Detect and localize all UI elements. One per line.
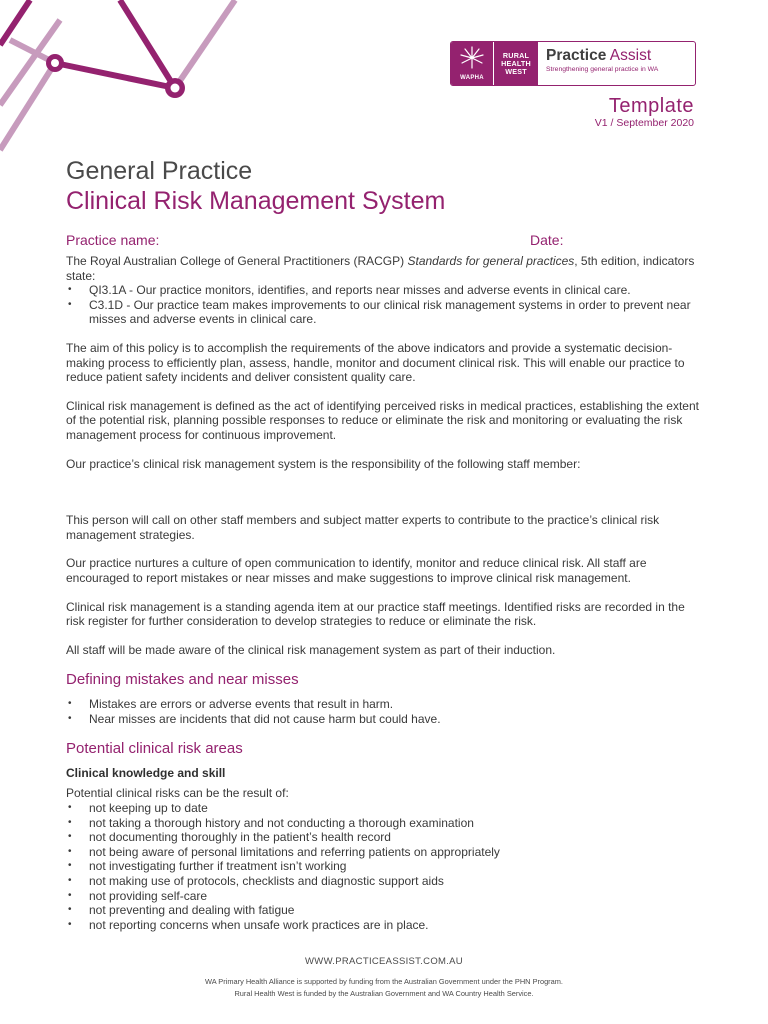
intro-text-before: The Royal Australian College of General Practitioners (RACGP) bbox=[66, 254, 408, 268]
title-line-2: Clinical Risk Management System bbox=[66, 187, 446, 215]
document-body bbox=[66, 156, 706, 932]
rhw-line-1: RURAL bbox=[502, 50, 530, 60]
title-line-1: General Practice bbox=[66, 157, 253, 185]
date-field[interactable]: Date: bbox=[530, 232, 564, 248]
footer-funding-note-1: WA Primary Health Alliance is supported by funding from the Australian Government under the PHN Program. bbox=[205, 977, 563, 986]
list-item: • C3.1D - Our practice team makes improvements to our clinical risk management systems in order to prevent near misses and adverse events in clinical care. bbox=[66, 298, 706, 327]
template-label: Template bbox=[608, 95, 694, 117]
defining-list bbox=[66, 697, 706, 726]
corner-network-graphic bbox=[0, 0, 240, 170]
indicators-list bbox=[66, 283, 706, 327]
list-item: • not investigating further if treatment isn’t working bbox=[66, 859, 706, 874]
induction-paragraph: All staff will be made aware of the clinical risk management system as part of their induction. bbox=[66, 642, 556, 657]
rhw-line-2: HEALTH bbox=[501, 58, 531, 68]
potential-heading: Potential clinical risk areas bbox=[66, 740, 243, 758]
definition-paragraph: Clinical risk management is defined as the act of identifying perceived risks in medical practices, establishing the extent of the potential risk, planning possible responses to reduce or eliminate the risk and monitoring or evaluating the risk management process for continuous improvement. bbox=[66, 398, 699, 442]
intro-paragraph bbox=[66, 254, 706, 283]
rhw-line-3: WEST bbox=[505, 66, 527, 76]
call-on-paragraph: This person will call on other staff members and subject matter experts to contribute to the practice’s clinical risk management strategies. bbox=[66, 513, 660, 542]
list-item: • not reporting concerns when unsafe work practices are in place. bbox=[66, 918, 706, 933]
wapha-logo bbox=[451, 42, 493, 85]
list-item: • not preventing and dealing with fatigue bbox=[66, 903, 706, 918]
footer-funding-note-2: Rural Health West is funded by the Australian Government and WA Country Health Service. bbox=[234, 989, 534, 998]
version-label: V1 / September 2020 bbox=[594, 117, 694, 129]
list-item: • not keeping up to date bbox=[66, 801, 706, 816]
list-item: • QI3.1A - Our practice monitors, identifies, and reports near misses and adverse events in clinical care. bbox=[66, 283, 706, 298]
agenda-paragraph: Clinical risk management is a standing agenda item at our practice staff meetings. Identified risks are recorded in the risk register for further consideration to develop strategies to reduce or eliminate the risk. bbox=[66, 599, 685, 629]
pa-light-text: Assist bbox=[609, 47, 652, 64]
rural-health-west-logo bbox=[493, 42, 538, 85]
list-item: • not taking a thorough history and not conducting a thorough examination bbox=[66, 816, 706, 831]
aim-paragraph: The aim of this policy is to accomplish the requirements of the above indicators and provide a systematic decision-making process to efficiently plan, assess, handle, monitor and document clinical risk. This will enable our practice to reduce patient safety incidents and deliver consistent quality care. bbox=[66, 340, 685, 385]
clinical-knowledge-subheading: Clinical knowledge and skill bbox=[66, 766, 226, 781]
pa-bold-text: Practice bbox=[546, 47, 607, 64]
potential-risks-list bbox=[66, 801, 706, 932]
intro-standards-title: Standards for general practices bbox=[407, 254, 575, 268]
practice-assist-logo bbox=[450, 41, 696, 86]
list-item: • not being aware of personal limitations and referring patients on appropriately bbox=[66, 845, 706, 860]
practice-assist-wordmark bbox=[538, 42, 695, 85]
culture-paragraph: Our practice nurtures a culture of open communication to identify, monitor and reduce clinical risk. All staff are encouraged to report mistakes or near misses and make suggestions to improve clinical risk management. bbox=[66, 556, 647, 585]
defining-heading: Defining mistakes and near misses bbox=[66, 671, 299, 689]
potential-lead: Potential clinical risks can be the result of: bbox=[66, 786, 289, 801]
intro-text-after: , 5th edition, indicators state: bbox=[66, 254, 695, 283]
list-item: • Near misses are incidents that did not cause harm but could have. bbox=[66, 712, 706, 727]
list-item: • not making use of protocols, checklists and diagnostic support aids bbox=[66, 874, 706, 889]
practice-name-field[interactable]: Practice name: bbox=[66, 232, 160, 248]
footer-url-link[interactable]: WWW.PRACTICEASSIST.COM.AU bbox=[305, 956, 463, 967]
practice-fields-row bbox=[66, 232, 706, 250]
wapha-wordmark: WAPHA bbox=[460, 75, 484, 81]
list-item: • Mistakes are errors or adverse events that result in harm. bbox=[66, 697, 706, 712]
responsibility-paragraph: Our practice’s clinical risk management system is the responsibility of the following staff member: bbox=[66, 456, 581, 471]
list-item: • not documenting thoroughly in the patient’s health record bbox=[66, 830, 706, 845]
list-item: • not providing self-care bbox=[66, 889, 706, 904]
pa-tagline: Strengthening general practice in WA bbox=[546, 66, 659, 73]
wapha-burst-icon bbox=[458, 45, 486, 71]
